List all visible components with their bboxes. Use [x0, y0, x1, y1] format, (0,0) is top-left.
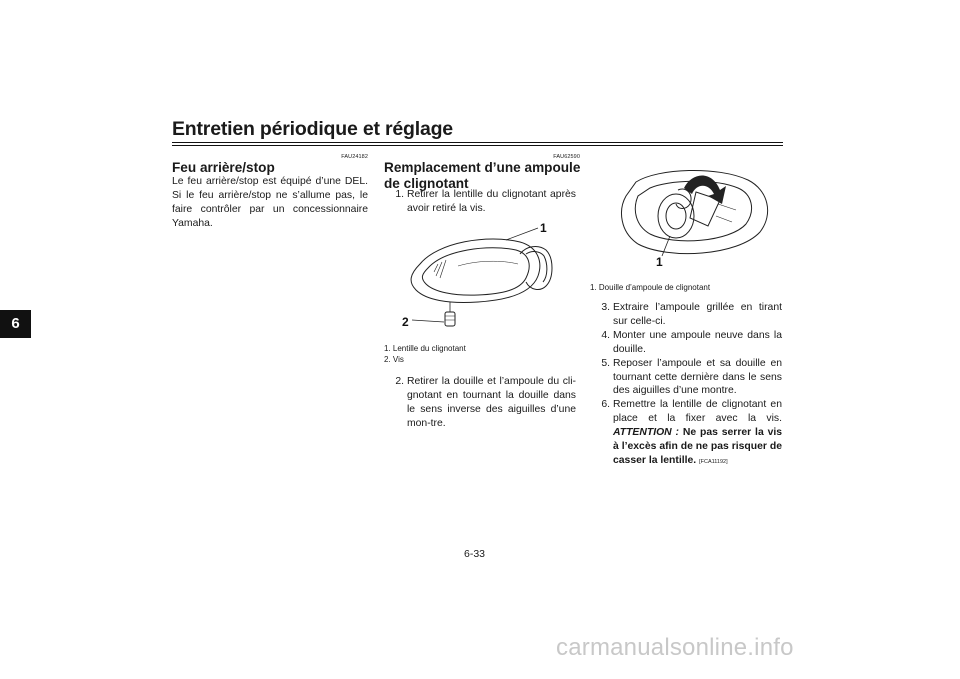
rotation-arrow-icon: [684, 176, 726, 205]
tail-light-paragraph: Le feu arrière/stop est équipé d’une DEL. Si le feu arrière/stop ne s’allume pas, le faire contrôler par un concessionnaire Yamaha.: [172, 176, 368, 229]
screw-threads: [445, 316, 455, 320]
reflector-lines: [716, 204, 736, 222]
step-2-text: Retirer la douille et l’ampoule du cli-gnotant en tournant la douille dans le sens inverse des aiguilles d’une mon-tre.: [407, 376, 576, 429]
step-5: [594, 357, 782, 399]
step-6-number: 6.: [601, 399, 610, 411]
step-1-number: 1.: [395, 189, 404, 200]
header-rule-top: [172, 142, 783, 143]
section-code-tail-light: FAU24182: [341, 154, 368, 160]
turn-signal-lens-figure: [398, 220, 558, 344]
step-1-text: Retirer la lentille du clignotant après avoir retiré la vis.: [407, 189, 576, 214]
step-1: [388, 188, 576, 216]
page-header-title: Entretien périodique et réglage: [172, 118, 453, 140]
callout-line-1: [506, 228, 538, 240]
callout-2: 2: [402, 315, 409, 329]
section-code-turn-signal: FAU62590: [553, 154, 580, 160]
lens-texture-lines: [434, 260, 446, 278]
section-title-line-2: de clignotant: [384, 176, 469, 191]
watermark: carmanualsonline.info: [556, 634, 794, 661]
bulb-glass: [676, 189, 691, 209]
step-3-number: 3.: [601, 302, 610, 313]
screw-body: [445, 312, 455, 326]
attention-text: Ne pas serrer la vis à l’excès afin de ne pas risquer de casser la lentille.: [613, 427, 783, 466]
step-4-number: 4.: [601, 329, 610, 341]
step-4: [594, 329, 782, 357]
step-2: [388, 375, 576, 431]
bulb-socket-figure: [598, 160, 778, 272]
step-6-text: [613, 398, 782, 470]
step-5-text: Reposer l’ampoule et sa douille en tournant cette dernière dans le sens des aiguilles d’une montre.: [613, 357, 782, 397]
step-2-number: 2.: [395, 376, 404, 387]
socket-opening: [658, 194, 694, 238]
step-6: [594, 398, 782, 470]
caption-screw: 2. Vis: [384, 355, 404, 365]
steps-3-6: [594, 301, 782, 470]
lens-highlight: [458, 261, 518, 266]
step-3: [594, 301, 782, 329]
page-number: 6-33: [464, 548, 486, 560]
attention-label: ATTENTION :: [613, 427, 679, 439]
section-title-tail-light: Feu arrière/stop: [172, 160, 275, 175]
lens-inner-shape: [422, 248, 529, 295]
chapter-tab: 6: [0, 310, 31, 338]
callout-line-2: [412, 320, 444, 322]
caption-socket: 1. Douille d’ampoule de clignotant: [590, 283, 711, 292]
step-6-body: Remettre la lentille de clignotant en place et la fixer avec la vis.: [613, 399, 782, 425]
attention-code: [FCA11192]: [699, 458, 728, 465]
callout-socket: 1: [656, 255, 663, 269]
callout-1: 1: [540, 221, 547, 235]
socket-inner: [666, 203, 686, 229]
step-3-text: Extraire l’ampoule grillée en tirant sur celle-ci.: [613, 302, 782, 327]
caption-lens: 1. Lentille du clignotant: [384, 344, 466, 353]
step-5-number: 5.: [601, 357, 610, 369]
header-rule-bottom: [172, 145, 783, 146]
section-title-line-1: Remplacement d’une ampoule: [384, 160, 581, 175]
step-4-text: Monter une ampoule neuve dans la douille.: [613, 329, 782, 355]
figure-captions-lens: [384, 343, 584, 365]
